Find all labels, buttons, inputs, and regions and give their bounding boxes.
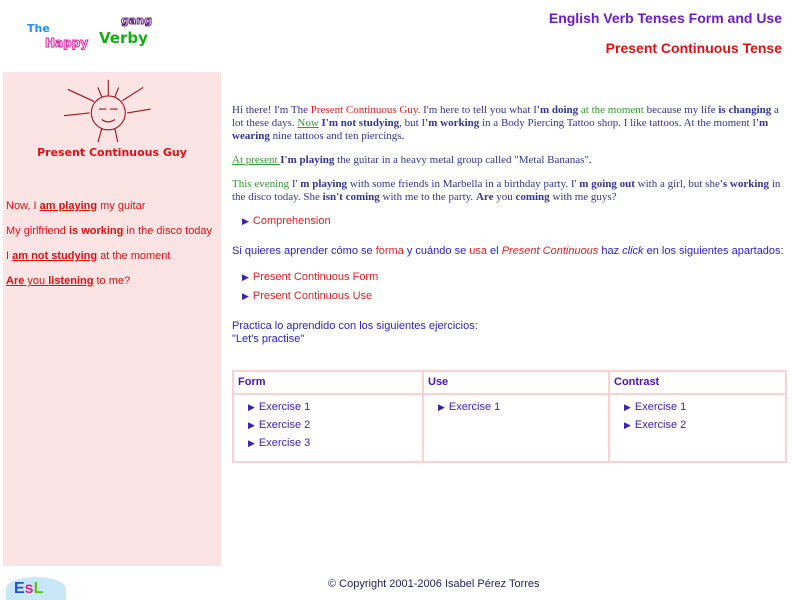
present-continuous-form-link[interactable] — [242, 271, 788, 284]
exercise-label: Exercise 1 — [634, 401, 687, 413]
site-esl-logo[interactable] — [6, 577, 66, 600]
text-segment[interactable]: am not studying — [12, 250, 98, 262]
header-contrast: Contrast — [609, 371, 786, 394]
present-continuous-use-link[interactable] — [242, 290, 788, 303]
text-segment: y cuándo se — [403, 245, 470, 257]
text-segment: is changing — [718, 104, 772, 116]
text-segment: 'm working — [425, 117, 480, 129]
exercise-link[interactable] — [438, 401, 604, 414]
text-segment: m going out — [579, 178, 635, 190]
text-segment: 's working — [719, 178, 770, 190]
guy-caption: Present Continuous Guy — [37, 146, 187, 159]
comprehension-label: Comprehension — [252, 215, 331, 227]
sidebar-sentence — [6, 200, 145, 213]
lets-practise-text: "Let's practise" — [232, 333, 305, 345]
sidebar-sentence — [6, 250, 170, 263]
triangle-right-icon: ▶ — [242, 272, 249, 282]
spanish-instructions — [232, 245, 788, 258]
exercise-label: Exercise 2 — [634, 419, 687, 431]
text-segment: Now, I — [6, 200, 40, 212]
text-segment: el — [487, 245, 502, 257]
use-link-label: Present Continuous Use — [252, 290, 373, 302]
text-segment: I'm not studying — [321, 117, 400, 129]
logo-gang: gang — [121, 14, 153, 27]
text-segment: in a Body Piercing Tattoo shop. I like tattoos. At the moment I — [479, 117, 756, 129]
logo-the: The — [27, 22, 50, 35]
text-segment: forma — [375, 245, 404, 257]
text-segment: in the disco today. She — [232, 178, 781, 203]
text-segment: haz — [598, 245, 623, 257]
text-segment: click — [622, 245, 644, 257]
text-segment: 'm doing — [536, 104, 579, 116]
text-segment: coming — [515, 191, 550, 203]
exercise-link[interactable] — [624, 401, 781, 414]
exercise-link[interactable] — [248, 401, 418, 414]
exercise-link[interactable] — [248, 419, 418, 432]
text-segment: , but I — [399, 117, 426, 129]
exercise-link[interactable] — [624, 419, 781, 432]
sidebar-sentence — [6, 225, 212, 238]
logo-verby: Verby — [99, 29, 148, 47]
text-segment[interactable]: Are — [6, 275, 25, 287]
text-segment: in the disco today — [123, 225, 213, 237]
form-link-label: Present Continuous Form — [252, 271, 379, 283]
text-segment: My girlfriend — [6, 225, 69, 237]
site-title: English Verb Tenses Form and Use — [548, 10, 782, 26]
sidebar — [3, 72, 221, 566]
exercise-label: Exercise 1 — [258, 401, 311, 413]
triangle-right-icon: ▶ — [438, 402, 445, 412]
text-segment[interactable]: Now — [297, 117, 319, 129]
text-segment: at the moment — [97, 250, 171, 262]
text-segment: Hi there! I'm The — [232, 104, 311, 116]
text-segment: usa — [469, 245, 487, 257]
happy-verby-gang-logo — [25, 14, 175, 58]
header-use: Use — [423, 371, 609, 394]
text-segment: with me to the party. — [379, 191, 476, 203]
text-segment: with a girl, but she — [634, 178, 720, 190]
text-segment: Si quieres aprender cómo se — [232, 245, 376, 257]
main-content — [232, 104, 788, 463]
page-title: Present Continuous Tense — [605, 40, 782, 56]
text-segment: at the moment — [578, 104, 644, 116]
copyright: © Copyright 2001-2006 Isabel Pérez Torres — [328, 578, 540, 590]
text-segment: I' — [289, 178, 301, 190]
logo-happy: Happy — [45, 36, 89, 50]
esl-logo-text: EsL — [14, 580, 44, 597]
text-segment[interactable]: you — [24, 275, 49, 287]
triangle-right-icon: ▶ — [248, 402, 255, 412]
text-segment: I'm here to tell you what I — [420, 104, 537, 116]
text-segment: is working — [68, 225, 124, 237]
exercise-link[interactable] — [248, 437, 418, 450]
text-segment: to me? — [93, 275, 131, 287]
triangle-right-icon: ▶ — [624, 420, 631, 430]
intro-paragraph — [232, 104, 788, 143]
text-segment: Present Continuous Guy. — [310, 104, 421, 116]
text-segment: m playing — [300, 178, 348, 190]
text-segment: en los siguientes apartados: — [643, 245, 784, 257]
intro-paragraph — [232, 178, 788, 204]
text-segment: I — [6, 250, 13, 262]
text-segment: isn't coming — [322, 191, 380, 203]
text-segment[interactable]: listening — [48, 275, 94, 287]
form-exercises — [233, 394, 423, 462]
text-segment: the guitar in a heavy metal group called "Metal Bananas". — [334, 154, 592, 166]
comprehension-link[interactable] — [242, 215, 788, 228]
text-segment: with some friends in Marbella in a birthday party. I' — [347, 178, 580, 190]
exercise-label: Exercise 2 — [258, 419, 311, 431]
text-segment: This evening — [232, 178, 290, 190]
text-segment: Present Continuous — [501, 245, 599, 257]
exercise-label: Exercise 3 — [258, 437, 311, 449]
text-segment: 'm wearing — [232, 117, 769, 142]
triangle-right-icon: ▶ — [624, 402, 631, 412]
text-segment: Are — [475, 191, 494, 203]
text-segment[interactable]: At present — [232, 154, 281, 166]
sidebar-sentence — [6, 275, 130, 288]
triangle-right-icon: ▶ — [242, 216, 249, 226]
text-segment: nine tattoos and ten piercings. — [269, 130, 405, 142]
contrast-exercises — [609, 394, 786, 462]
use-exercises — [423, 394, 609, 462]
exercises-table — [232, 370, 787, 463]
text-segment: a lot these days. — [232, 104, 779, 129]
header-form: Form — [233, 371, 423, 394]
intro-text — [232, 104, 788, 204]
text-segment: I'm playing — [280, 154, 335, 166]
text-segment: with me guys? — [549, 191, 617, 203]
triangle-right-icon: ▶ — [248, 438, 255, 448]
text-segment[interactable]: am playing — [39, 200, 98, 212]
practice-text: Practica lo aprendido con los siguientes ejercicios: — [232, 320, 478, 332]
present-continuous-guy-drawing — [43, 78, 183, 144]
exercise-label: Exercise 1 — [448, 401, 501, 413]
triangle-right-icon: ▶ — [242, 291, 249, 301]
text-segment: because my life — [643, 104, 719, 116]
triangle-right-icon: ▶ — [248, 420, 255, 430]
text-segment: my guitar — [97, 200, 146, 212]
intro-paragraph — [232, 154, 788, 167]
text-segment: you — [493, 191, 516, 203]
